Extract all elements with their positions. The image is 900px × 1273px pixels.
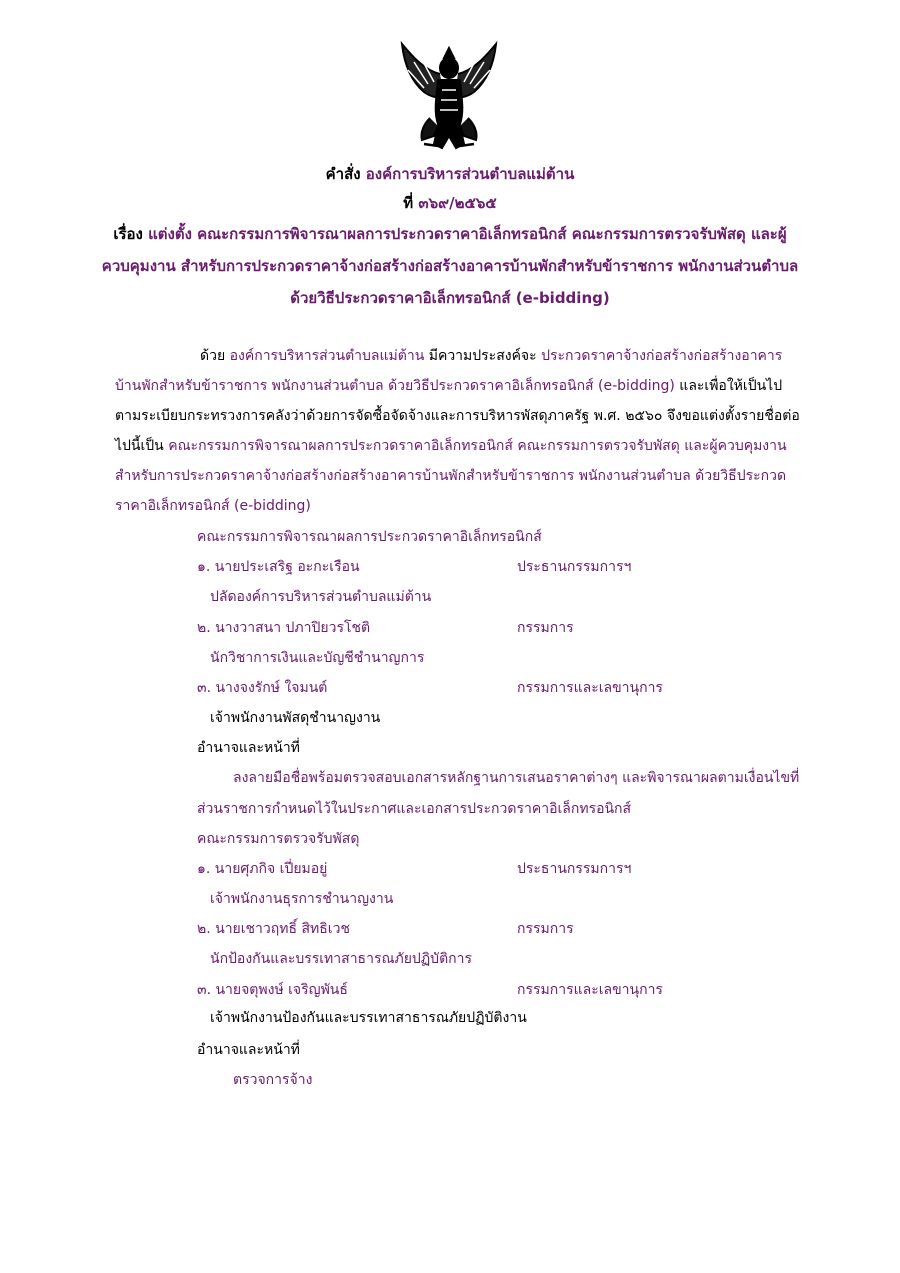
order-subject-text-1: แต่งตั้ง คณะกรรมการพิจารณาผลการประกวดราคาอิเล็กทรอนิกส์ คณะกรรมการตรวจรับพัสดุ และผู้ — [148, 225, 787, 243]
order-subject-prefix: เรื่อง — [113, 225, 143, 243]
committee-1-member-3-name: ๓. นางจงรักษ์ ใจมนต์ — [197, 680, 328, 696]
body-line-2 — [115, 375, 782, 397]
committee-2-duty-line-1: ตรวจการจ้าง — [233, 1072, 313, 1088]
committee-2-member-1-role: ประธานกรรมการฯ — [517, 861, 632, 877]
order-subject-line-1 — [0, 222, 900, 246]
body-project-2: บ้านพักสำหรับข้าราชการ พนักงานส่วนตำบล ด้วยวิธีประกวดราคาอิเล็กทรอนิกส์ (e-bidding) — [115, 378, 675, 394]
order-no-value: ๓๖๙/๒๕๖๕ — [418, 194, 497, 212]
committee-1-member-1-name: ๑. นายประเสริฐ อะกะเรือน — [197, 559, 360, 575]
body-lead: ด้วย — [200, 348, 226, 364]
body-tail-2: และเพื่อให้เป็นไป — [679, 378, 783, 394]
committee-2-title: คณะกรรมการตรวจรับพัสดุ — [197, 831, 360, 847]
body-org: องค์การบริหารส่วนตำบลแม่ต้าน — [229, 348, 425, 364]
committee-2-member-2-name: ๒. นายเชาวฤทธิ์ สิทธิเวช — [197, 921, 350, 937]
committee-2-member-3-role: กรรมการและเลขานุการ — [517, 982, 663, 998]
committee-2-member-3-position: เจ้าพนักงานป้องกันและบรรเทาสาธารณภัยปฏิบัติงาน — [210, 1010, 527, 1026]
committee-1-member-2-position: นักวิชาการเงินและบัญชีชำนาญการ — [210, 650, 425, 666]
body-mid: มีความประสงค์จะ — [428, 348, 537, 364]
committee-1-member-1-role: ประธานกรรมการฯ — [517, 559, 632, 575]
body-line-4a: ไปนี้เป็น — [115, 438, 164, 454]
committee-2-member-2-position: นักป้องกันและบรรเทาสาธารณภัยปฏิบัติการ — [210, 951, 473, 967]
order-number — [0, 191, 900, 215]
committee-2-member-1-position: เจ้าพนักงานธุรการชำนาญงาน — [210, 891, 394, 907]
body-project-1: ประกวดราคาจ้างก่อสร้างก่อสร้างอาคาร — [541, 348, 783, 364]
committee-2-member-2-role: กรรมการ — [517, 921, 574, 937]
committee-1-duty-label: อำนาจและหน้าที่ — [197, 740, 300, 756]
order-org: องค์การบริหารส่วนตำบลแม่ต้าน — [365, 165, 575, 183]
order-subject-line-3: ด้วยวิธีประกวดราคาอิเล็กทรอนิกส์ (e-bidding) — [290, 289, 610, 307]
order-title — [0, 162, 900, 186]
order-subject-line-2: ควบคุมงาน สำหรับการประกวดราคาจ้างก่อสร้างก่อสร้างอาคารบ้านพักสำหรับข้าราชการ พนักงานส่วนตำบล — [101, 257, 799, 275]
body-line-4 — [115, 435, 787, 457]
committee-1-title: คณะกรรมการพิจารณาผลการประกวดราคาอิเล็กทรอนิกส์ — [197, 529, 542, 545]
order-prefix: คำสั่ง — [325, 165, 361, 183]
committee-1-duty-line-2: ส่วนราชการกำหนดไว้ในประกาศและเอกสารประกวดราคาอิเล็กทรอนิกส์ — [197, 801, 632, 817]
committee-1-member-3-position: เจ้าพนักงานพัสดุชำนาญงาน — [210, 710, 381, 726]
committee-1-member-3-role: กรรมการและเลขานุการ — [517, 680, 663, 696]
committee-1-member-1-position: ปลัดองค์การบริหารส่วนตำบลแม่ต้าน — [210, 589, 432, 605]
committee-2-member-1-name: ๑. นายศุภกิจ เปี่ยมอยู่ — [197, 861, 328, 877]
committee-2-member-3-name: ๓. นายจตุพงษ์ เจริญพันธ์ — [197, 982, 348, 998]
order-no-prefix: ที่ — [403, 194, 414, 212]
body-line-5: สำหรับการประกวดราคาจ้างก่อสร้างก่อสร้างอาคารบ้านพักสำหรับข้าราชการ พนักงานส่วนตำบล ด้วยวิธีประกวด — [115, 468, 787, 484]
body-line-6: ราคาอิเล็กทรอนิกส์ (e-bidding) — [115, 498, 311, 514]
committee-1-duty-line-1: ลงลายมือชื่อพร้อมตรวจสอบเอกสารหลักฐานการเสนอราคาต่างๆ และพิจารณาผลตามเงื่อนไขที่ — [233, 770, 800, 786]
garuda-emblem-icon — [394, 40, 504, 152]
body-line-3: ตามระเบียบกระทรวงการคลังว่าด้วยการจัดซื้อจัดจ้างและการบริหารพัสดุภาครัฐ พ.ศ. ๒๕๖๐ จึงขอแต่งตั้งรายชื่อต่อ — [115, 408, 800, 424]
body-line-4b: คณะกรรมการพิจารณาผลการประกวดราคาอิเล็กทรอนิกส์ คณะกรรมการตรวจรับพัสดุ และผู้ควบคุมงาน — [168, 438, 787, 454]
committee-1-member-2-name: ๒. นางวาสนา ปภาปิยวรโชติ — [197, 620, 371, 636]
committee-1-member-2-role: กรรมการ — [517, 620, 574, 636]
committee-2-duty-label: อำนาจและหน้าที่ — [197, 1042, 300, 1058]
body-line-1 — [200, 345, 782, 367]
